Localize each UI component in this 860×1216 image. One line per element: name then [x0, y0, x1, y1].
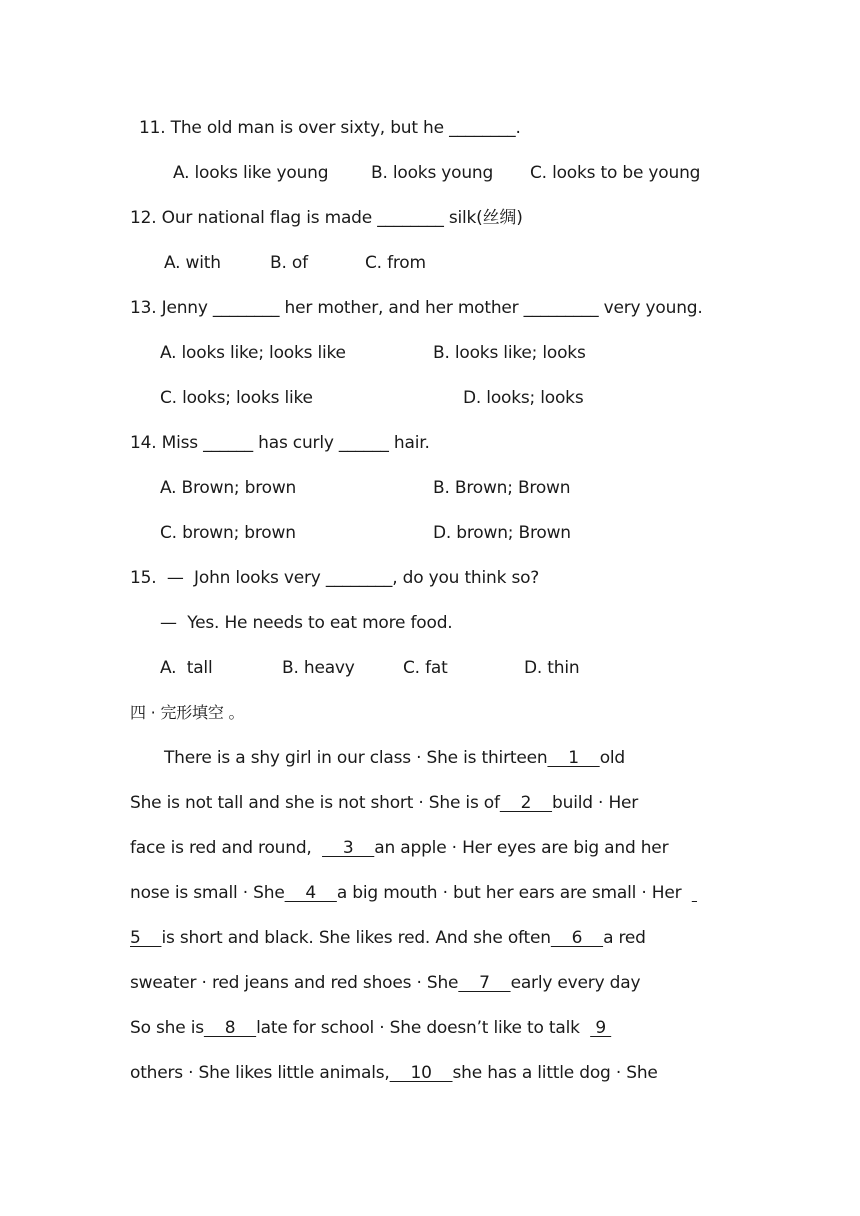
- option-14-c: C. brown; brown: [160, 523, 296, 543]
- cloze-text: others · She likes little animals,: [130, 1063, 390, 1083]
- cloze-line: [164, 747, 625, 769]
- cloze-blank: 2: [499, 793, 553, 813]
- option-14-d: D. brown; Brown: [433, 523, 571, 543]
- option-13-d: D. looks; looks: [463, 388, 584, 408]
- cloze-text: a big mouth · but her ears are small · Her: [336, 883, 692, 903]
- cloze-line: [130, 882, 697, 904]
- cloze-text: build · Her: [552, 793, 639, 813]
- cloze-line: [130, 792, 638, 814]
- option-15-d: D. thin: [524, 658, 580, 678]
- question-15: 15. — John looks very ________, do you think so?: [130, 568, 540, 588]
- cloze-line: [130, 1017, 611, 1039]
- cloze-blank: 7: [458, 973, 511, 993]
- cloze-line: [130, 927, 646, 949]
- cloze-text: So she is: [130, 1018, 204, 1038]
- cloze-text: nose is small · She: [130, 883, 285, 903]
- cloze-text: face is red and round,: [130, 838, 323, 858]
- cloze-blank: 6: [550, 928, 604, 948]
- cloze-text: is short and black. She likes red. And she often: [161, 928, 551, 948]
- cloze-text: old: [599, 748, 626, 768]
- cloze-blank: 4: [284, 883, 337, 903]
- option-11-a: A. looks like young: [173, 163, 329, 183]
- question-14: 14. Miss ______ has curly ______ hair.: [130, 433, 430, 453]
- cloze-text: early every day: [510, 973, 641, 993]
- section-heading: 四 · 完形填空 。: [130, 703, 245, 722]
- cloze-text: sweater · red jeans and red shoes · She: [130, 973, 459, 993]
- cloze-text: She is not tall and she is not short · She is of: [130, 793, 500, 813]
- question-15-reply: — Yes. He needs to eat more food.: [160, 613, 453, 633]
- option-15-a: A. tall: [160, 658, 213, 678]
- cloze-blank: 1: [547, 748, 600, 768]
- option-13-b: B. looks like; looks: [433, 343, 586, 363]
- question-13: 13. Jenny ________ her mother, and her mother _________ very young.: [130, 298, 703, 318]
- cloze-text: There is a shy girl in our class · She is thirteen: [164, 748, 548, 768]
- cloze-text: an apple · Her eyes are big and her: [374, 838, 669, 858]
- cloze-blank: [692, 883, 697, 903]
- cloze-text: a red: [603, 928, 646, 948]
- cloze-blank: 8: [203, 1018, 257, 1038]
- option-14-b: B. Brown; Brown: [433, 478, 571, 498]
- cloze-text: she has a little dog · She: [452, 1063, 658, 1083]
- cloze-blank: 10: [389, 1063, 453, 1083]
- question-11: 11. The old man is over sixty, but he ________.: [139, 118, 521, 138]
- option-12-b: B. of: [270, 253, 308, 273]
- cloze-blank: 5: [130, 928, 162, 948]
- cloze-blank: 3: [322, 838, 375, 858]
- cloze-line: [130, 837, 668, 859]
- option-15-c: C. fat: [403, 658, 448, 678]
- cloze-line: [130, 972, 640, 994]
- cloze-text: late for school · She doesn’t like to talk: [256, 1018, 591, 1038]
- option-13-a: A. looks like; looks like: [160, 343, 346, 363]
- option-11-b: B. looks young: [371, 163, 494, 183]
- cloze-blank: 9: [590, 1018, 612, 1038]
- option-12-a: A. with: [164, 253, 221, 273]
- option-14-a: A. Brown; brown: [160, 478, 297, 498]
- option-13-c: C. looks; looks like: [160, 388, 313, 408]
- option-15-b: B. heavy: [282, 658, 355, 678]
- option-12-c: C. from: [365, 253, 426, 273]
- cloze-line: [130, 1062, 658, 1084]
- option-11-c: C. looks to be young: [530, 163, 701, 183]
- question-12: 12. Our national flag is made ________ silk(丝绸): [130, 208, 523, 228]
